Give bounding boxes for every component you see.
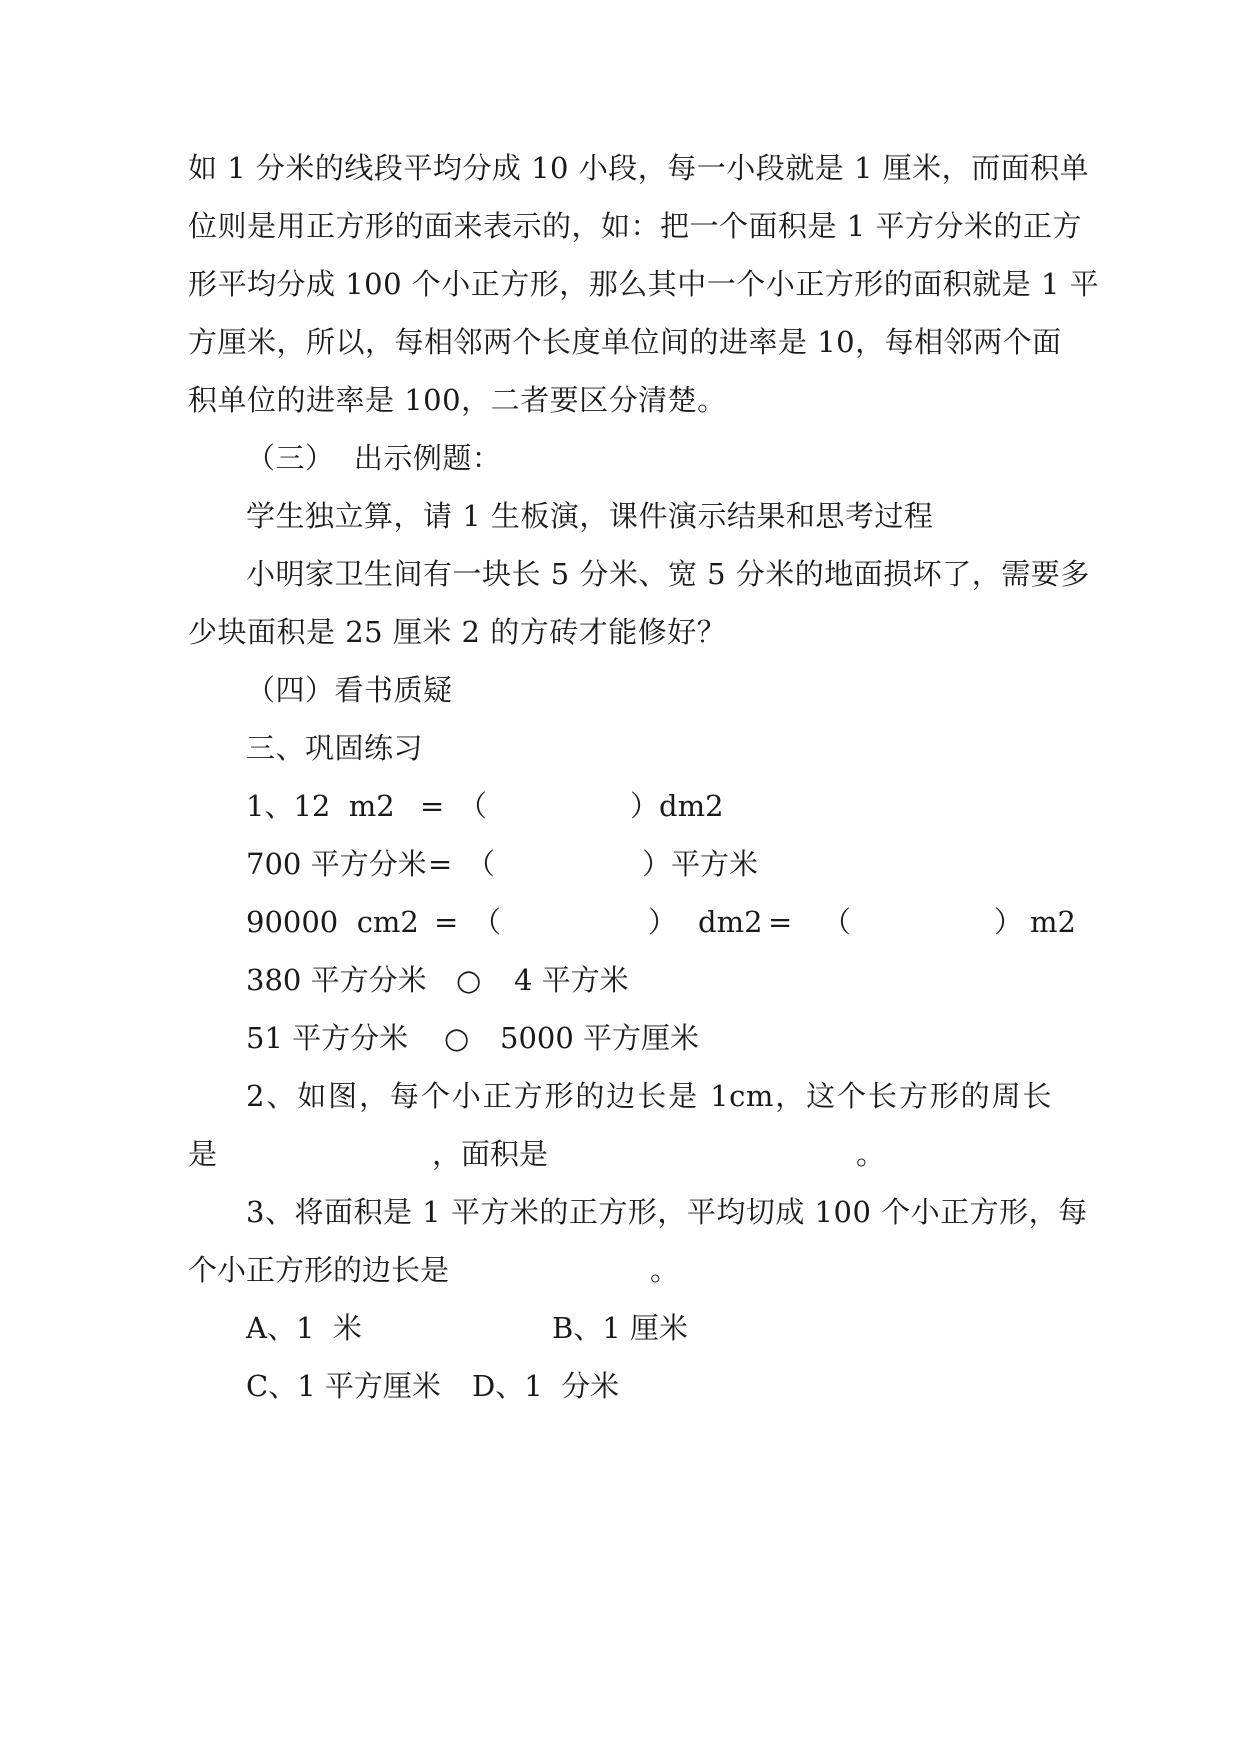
q1c-left: 90000 cm2 [246,905,419,939]
practice-q2-line-1: 2、如图，每个小正方形的边长是 1cm，这个长方形的周长 [246,1079,1052,1113]
example-problem-line-1: 小明家卫生间有一块长 5 分米、宽 5 分米的地面损坏了，需要多 [246,557,1090,591]
q1c-close-paren-2: ） [994,905,1024,939]
q1c-unit-2: m2 [1030,905,1076,939]
q2-line2-start: 是 [188,1137,218,1171]
section-4-heading: （四）看书质疑 [246,673,453,707]
q1e-right: 5000 平方厘米 [500,1021,700,1055]
paragraph-line-4: 方厘米，所以，每相邻两个长度单位间的进率是 10，每相邻两个面 [188,325,1062,359]
practice-heading: 三、巩固练习 [246,731,424,765]
section-3-instruction: 学生独立算，请 1 生板演，课件演示结果和思考过程 [246,499,934,533]
q1e-compare-circle: ○ [444,1021,470,1055]
q3-option-d: D、1 分米 [472,1369,620,1403]
q1b-open-paren: （ [466,847,496,881]
q1c-open-paren-2: （ [822,905,852,939]
q1c-open-paren: （ [472,905,502,939]
paragraph-line-1: 如 1 分米的线段平均分成 10 小段，每一小段就是 1 厘米，而面积单 [188,151,1090,185]
paragraph-line-3: 形平均分成 100 个小正方形，那么其中一个小正方形的面积就是 1 平 [188,267,1100,301]
q1a-close-unit: ）dm2 [630,789,724,823]
q1c-mid-unit: dm2 [698,905,763,939]
q1a-open-paren: （ [458,789,488,823]
paragraph-line-2: 位则是用正方形的面来表示的，如：把一个面积是 1 平方分米的正方 [188,209,1082,243]
q1d-right: 4 平方米 [514,963,629,997]
q3-option-c: C、1 平方厘米 [246,1369,441,1403]
section-3-heading: （三） 出示例题： [246,441,502,475]
q1a-left: 1、12 m2 [246,789,395,823]
q1c-close-paren: ） [648,905,678,939]
q1c-equals: = [434,905,459,939]
q1d-compare-circle: ○ [456,963,482,997]
q1e-left: 51 平方分米 [246,1021,409,1055]
q1d-left: 380 平方分米 [246,963,427,997]
q2-line2-end: 。 [856,1137,886,1171]
q1b-close-unit: ）平方米 [642,847,759,881]
q3-line2-end: 。 [650,1253,680,1287]
q1b-equals: = [428,847,453,881]
example-problem-line-2: 少块面积是 25 厘米 2 的方砖才能修好？ [188,615,727,649]
q1a-equals: = [420,789,445,823]
q2-line2-mid: ，面积是 [432,1137,549,1171]
q3-line2-start: 个小正方形的边长是 [188,1253,450,1287]
q1b-left: 700 平方分米 [246,847,427,881]
q1c-equals-2: = [768,905,793,939]
q3-option-a: A、1 米 [246,1311,362,1345]
practice-q3-line-1: 3、将面积是 1 平方米的正方形，平均切成 100 个小正方形，每 [246,1195,1088,1229]
paragraph-line-5: 积单位的进率是 100，二者要区分清楚。 [188,383,727,417]
q3-option-b: B、1 厘米 [552,1311,688,1345]
